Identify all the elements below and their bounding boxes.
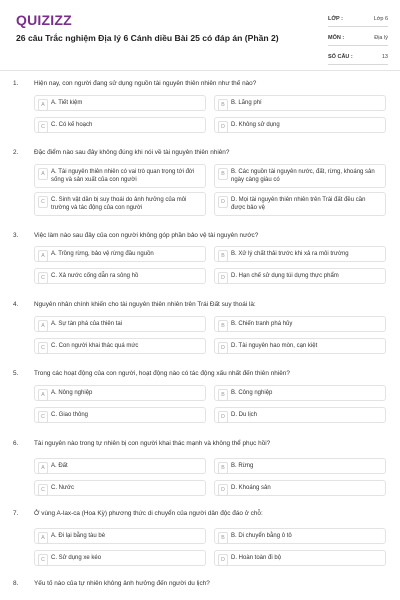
option-letter: D	[218, 272, 228, 284]
option-row	[34, 192, 386, 216]
option-text: A. Sự tàn phá của thiên tai	[51, 321, 123, 327]
option-text: C. Có kế hoạch	[51, 122, 93, 128]
meta-row-grade	[328, 12, 388, 27]
quizizz-logo: QUIZIZZ	[16, 12, 72, 28]
option-text: C. Con người khai thác quá mức	[51, 343, 139, 349]
option-a[interactable]	[34, 528, 206, 544]
page-title: 26 câu Trắc nghiệm Địa lý 6 Cánh diều Bài 25 có đáp án (Phần 2)	[16, 33, 279, 43]
option-row	[34, 528, 386, 544]
option-letter: B	[218, 462, 228, 474]
meta-key: LỚP :	[328, 16, 343, 22]
question-number: 5.	[13, 370, 19, 377]
option-c[interactable]	[34, 550, 206, 566]
option-letter: A	[38, 320, 48, 332]
option-text: B. Chiến tranh phá hủy	[231, 321, 293, 327]
option-row	[34, 385, 386, 401]
option-c[interactable]	[34, 407, 206, 423]
option-c[interactable]	[34, 117, 206, 133]
question-text: Nguyên nhân chính khiến cho tài nguyên thiên nhiên trên Trái Đất suy thoái là:	[34, 301, 256, 308]
option-a[interactable]	[34, 385, 206, 401]
option-text: A. Đất	[51, 463, 68, 469]
option-text: C. Xả nước cống dẫn ra sông hồ	[51, 273, 139, 279]
option-b[interactable]	[214, 385, 386, 401]
option-text: A. Tiết kiệm	[51, 100, 83, 106]
option-b[interactable]	[214, 246, 386, 262]
option-text: C. Giao thông	[51, 412, 89, 418]
meta-row-subject	[328, 31, 388, 46]
option-row	[34, 246, 386, 262]
option-letter: D	[218, 484, 228, 496]
option-text: C. Sử dụng xe kéo	[51, 555, 102, 561]
option-a[interactable]	[34, 458, 206, 474]
option-letter: B	[218, 389, 228, 401]
option-text: A. Đi lại bằng tàu bè	[51, 533, 106, 539]
option-text: B. Rừng	[231, 463, 254, 469]
question-number: 7.	[13, 510, 19, 517]
option-letter: C	[38, 196, 48, 208]
option-row	[34, 316, 386, 332]
option-c[interactable]	[34, 268, 206, 284]
meta-value: Lớp 6	[373, 16, 388, 22]
option-text: A. Nông nghiệp	[51, 390, 93, 396]
option-row	[34, 338, 386, 354]
option-text: B. Di chuyển bằng ô tô	[231, 533, 292, 539]
option-letter: D	[218, 342, 228, 354]
option-d[interactable]	[214, 192, 386, 216]
question-number: 1.	[13, 80, 19, 87]
question-number: 6.	[13, 440, 19, 447]
option-text: B. Lãng phí	[231, 100, 262, 106]
option-a[interactable]	[34, 164, 206, 188]
option-letter: A	[38, 168, 48, 180]
meta-value: Địa lý	[374, 35, 388, 41]
question-number: 4.	[13, 301, 19, 308]
option-letter: C	[38, 484, 48, 496]
option-row	[34, 550, 386, 566]
option-d[interactable]	[214, 338, 386, 354]
option-letter: D	[218, 121, 228, 133]
option-text: C. Nước	[51, 485, 74, 491]
question-text: Trong các hoạt động của con người, hoạt động nào có tác động xấu nhất đến thiên nhiên?	[34, 370, 290, 377]
meta-value: 13	[381, 54, 388, 60]
option-text: B. Các nguồn tài nguyên nước, đất, rừng, khoáng sản ngày càng giàu có	[231, 169, 375, 183]
option-letter: D	[218, 196, 228, 208]
option-row	[34, 407, 386, 423]
option-letter: A	[38, 99, 48, 111]
question-text: Yếu tố nào của tự nhiên không ảnh hưởng đến người du lịch?	[34, 580, 210, 587]
meta-key: MÔN :	[328, 35, 345, 41]
question-number: 8.	[13, 580, 19, 587]
option-letter: C	[38, 272, 48, 284]
question-text: Tài nguyên nào trong tự nhiên bị con người khai thác mạnh và không thể phục hồi?	[34, 440, 271, 447]
question-number: 2.	[13, 149, 19, 156]
option-row	[34, 480, 386, 496]
header-divider	[0, 70, 400, 71]
option-text: D. Du lịch	[231, 412, 258, 418]
option-text: D. Tài nguyên hao mòn, cạn kiệt	[231, 343, 318, 349]
option-d[interactable]	[214, 407, 386, 423]
option-d[interactable]	[214, 550, 386, 566]
option-text: D. Hoàn toàn đi bộ	[231, 555, 282, 561]
option-letter: C	[38, 411, 48, 423]
option-a[interactable]	[34, 316, 206, 332]
option-b[interactable]	[214, 458, 386, 474]
meta-row-count	[328, 50, 388, 65]
option-a[interactable]	[34, 95, 206, 111]
option-b[interactable]	[214, 95, 386, 111]
option-d[interactable]	[214, 117, 386, 133]
option-row	[34, 95, 386, 111]
option-letter: B	[218, 250, 228, 262]
option-letter: C	[38, 554, 48, 566]
option-a[interactable]	[34, 246, 206, 262]
option-d[interactable]	[214, 480, 386, 496]
option-letter: D	[218, 411, 228, 423]
option-text: A. Trồng rừng, bảo vệ rừng đầu nguồn	[51, 251, 154, 257]
option-letter: B	[218, 532, 228, 544]
option-text: D. Khoáng sản	[231, 485, 271, 491]
option-b[interactable]	[214, 164, 386, 188]
option-letter: A	[38, 250, 48, 262]
option-text: B. Xử lý chất thải trước khi xả ra môi trường	[231, 251, 349, 257]
question-text: Đặc điểm nào sau đây không đúng khi nói về tài nguyên thiên nhiên?	[34, 149, 230, 156]
header	[0, 0, 400, 68]
option-text: B. Công nghiệp	[231, 390, 273, 396]
option-letter: C	[38, 121, 48, 133]
option-row	[34, 164, 386, 188]
option-letter: B	[218, 168, 228, 180]
option-text: D. Mọi tài nguyên thiên nhiên trên Trái đất đều cần được bảo vệ	[231, 197, 366, 211]
option-letter: A	[38, 532, 48, 544]
option-text: C. Sinh vật dần bị suy thoái do ảnh hưởng của môi trường và tác động của con người	[51, 197, 187, 211]
option-c[interactable]	[34, 338, 206, 354]
meta-box	[328, 12, 388, 69]
option-letter: D	[218, 554, 228, 566]
option-text: A. Tài nguyên thiên nhiên có vai trò quan trọng tới đời sống và sản xuất của con người	[51, 169, 195, 183]
option-text: D. Không sử dụng	[231, 122, 280, 128]
option-letter: A	[38, 389, 48, 401]
option-text: D. Hạn chế sử dụng túi dựng thực phẩm	[231, 273, 339, 279]
option-letter: C	[38, 342, 48, 354]
option-letter: B	[218, 99, 228, 111]
question-text: Việc làm nào sau đây của con người không góp phần bảo vệ tài nguyên nước?	[34, 232, 259, 239]
question-text: Ở vùng A-lax-ca (Hoa Kỳ) phương thức di chuyển của người dân độc đáo ở chỗ:	[34, 510, 263, 517]
option-letter: B	[218, 320, 228, 332]
option-row	[34, 117, 386, 133]
question-text: Hiện nay, con người đang sử dụng nguồn tài nguyên thiên nhiên như thế nào?	[34, 80, 257, 87]
option-row	[34, 458, 386, 474]
option-b[interactable]	[214, 528, 386, 544]
option-row	[34, 268, 386, 284]
option-c[interactable]	[34, 192, 206, 216]
option-letter: A	[38, 462, 48, 474]
meta-key: SỐ CÂU :	[328, 54, 353, 60]
option-d[interactable]	[214, 268, 386, 284]
option-c[interactable]	[34, 480, 206, 496]
question-number: 3.	[13, 232, 19, 239]
option-b[interactable]	[214, 316, 386, 332]
